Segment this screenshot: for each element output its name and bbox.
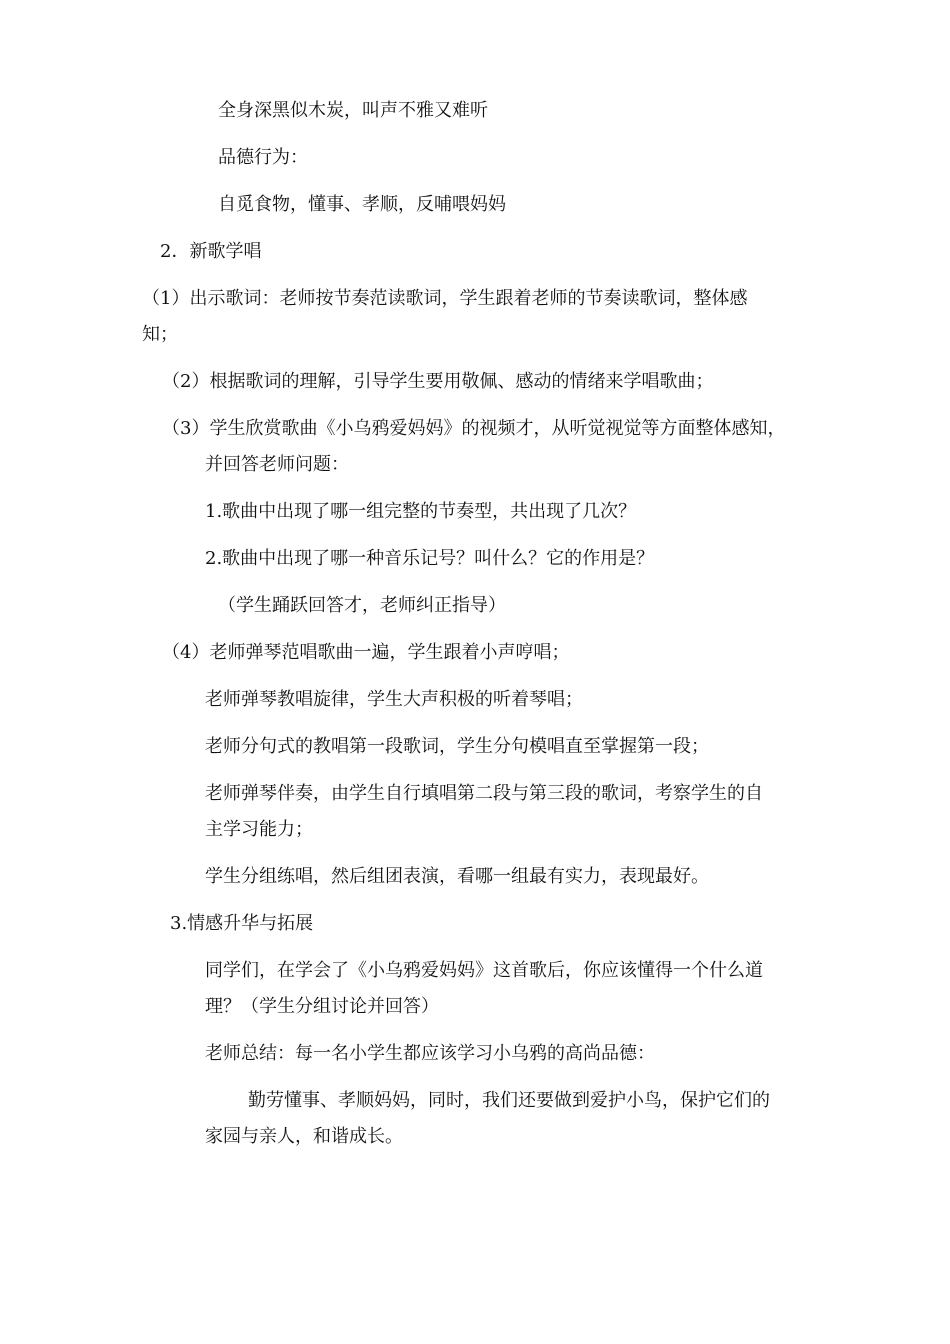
text-line: 老师总结：每一名小学生都应该学习小乌鸦的高尚品德：	[205, 1043, 655, 1064]
text-line: 全身深黑似木炭，叫声不雅又难听	[218, 100, 488, 121]
text-line: 老师分句式的教唱第一段歌词，学生分句模唱直至掌握第一段；	[205, 736, 709, 757]
text-line: （4）老师弹琴范唱歌曲一遍，学生跟着小声哼唱；	[162, 642, 570, 663]
text-line: 家园与亲人，和谐成长。	[205, 1126, 403, 1147]
text-line: 品德行为：	[218, 147, 308, 168]
text-line: 并回答老师问题：	[205, 454, 349, 475]
text-line: （学生踊跃回答才，老师纠正指导）	[218, 595, 506, 616]
text-line: 学生分组练唱，然后组团表演，看哪一组最有实力，表现最好。	[205, 866, 709, 887]
text-line: 理？（学生分组讨论并回答）	[205, 996, 439, 1017]
text-line: 老师弹琴教唱旋律，学生大声积极的听着琴唱；	[205, 689, 583, 710]
section-heading: 3.情感升华与拓展	[170, 913, 314, 934]
text-line: 主学习能力；	[205, 819, 313, 840]
text-line: 自觅食物，懂事、孝顺，反哺喂妈妈	[218, 194, 506, 215]
text-line: （2）根据歌词的理解，引导学生要用敬佩、感动的情绪来学唱歌曲；	[162, 371, 714, 392]
text-line: （1）出示歌词：老师按节奏范读歌词，学生跟着老师的节奏读歌词，整体感	[142, 288, 748, 309]
question-line: 1.歌曲中出现了哪一组完整的节奏型，共出现了几次？	[205, 501, 637, 522]
text-line: （3）学生欣赏歌曲《小乌鸦爱妈妈》的视频才，从听觉视觉等方面整体感知，	[162, 418, 786, 439]
text-line: 勤劳懂事、孝顺妈妈，同时，我们还要做到爱护小鸟，保护它们的	[248, 1090, 770, 1111]
text-line: 知；	[142, 324, 178, 345]
section-heading: 2．新歌学唱	[160, 241, 262, 262]
question-line: 2.歌曲中出现了哪一种音乐记号？叫什么？它的作用是？	[205, 548, 655, 569]
text-line: 同学们，在学会了《小乌鸦爱妈妈》这首歌后，你应该懂得一个什么道	[205, 960, 763, 981]
text-line: 老师弹琴伴奏，由学生自行填唱第二段与第三段的歌词，考察学生的自	[205, 783, 763, 804]
